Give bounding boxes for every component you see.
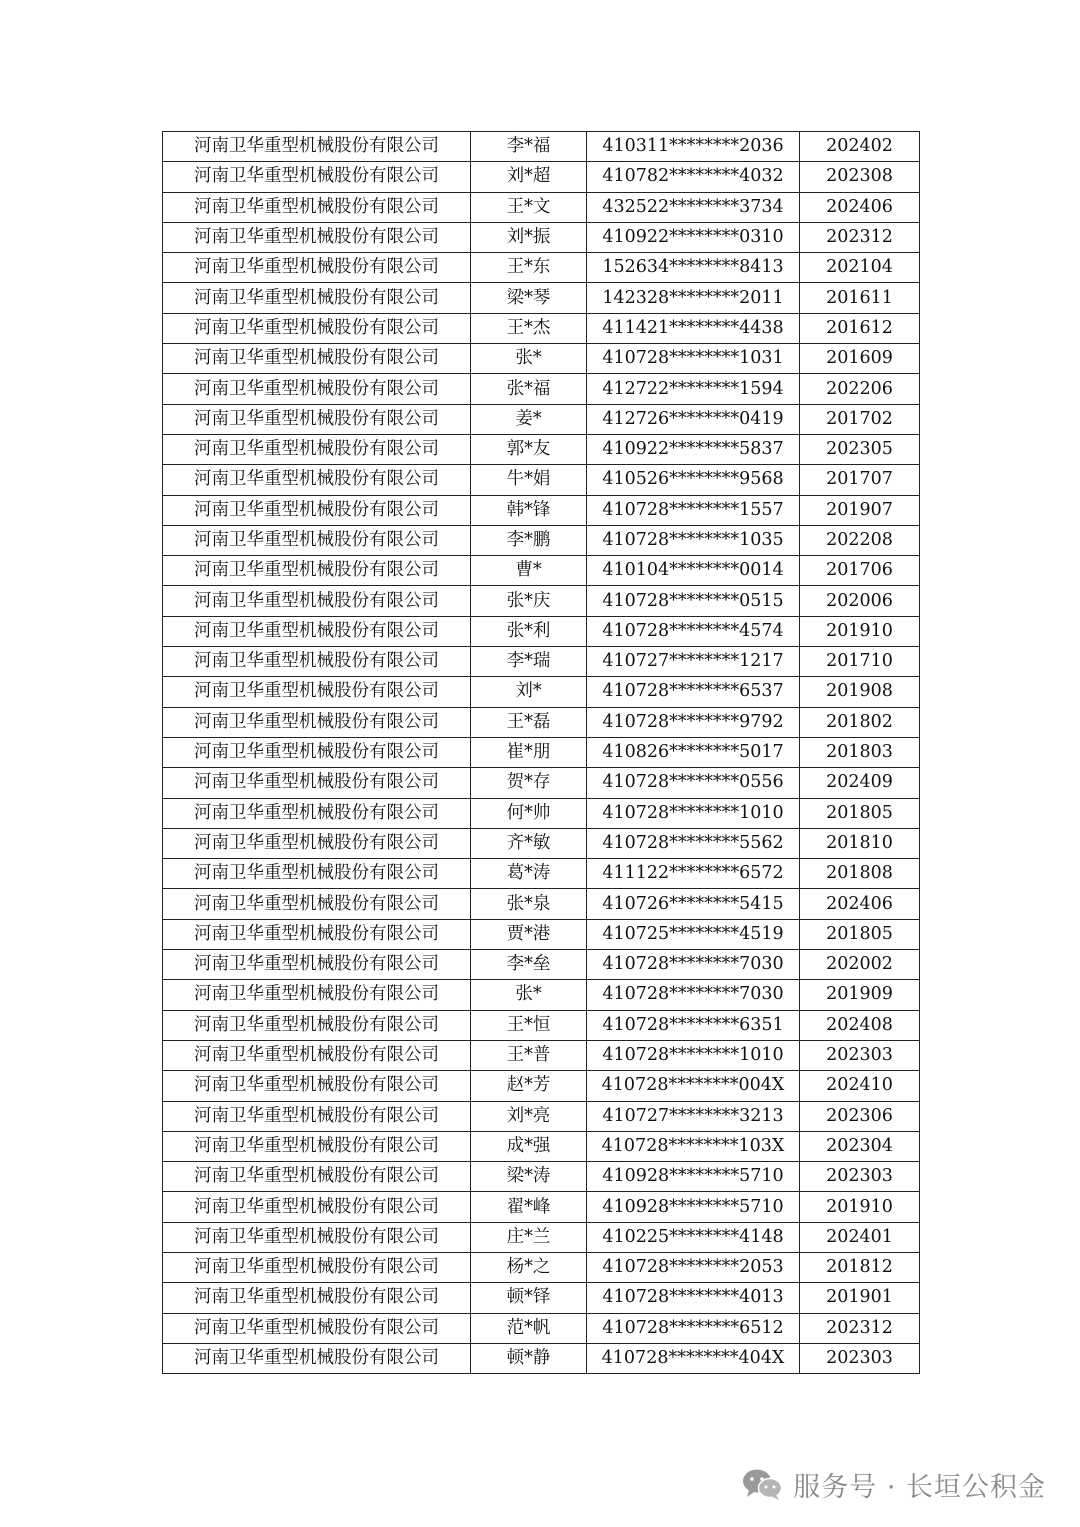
month-cell: 202006 — [800, 586, 920, 616]
table-row — [163, 586, 920, 616]
company-cell: 河南卫华重型机械股份有限公司 — [163, 1101, 471, 1131]
name-cell: 姜* — [471, 404, 587, 434]
table-row — [163, 1040, 920, 1070]
table-row — [163, 1283, 920, 1313]
month-cell: 202312 — [800, 222, 920, 252]
id-number-cell: 411122********6572 — [587, 859, 800, 889]
id-number-cell: 410728********7030 — [587, 950, 800, 980]
company-cell: 河南卫华重型机械股份有限公司 — [163, 313, 471, 343]
company-cell: 河南卫华重型机械股份有限公司 — [163, 132, 471, 162]
name-cell: 王*磊 — [471, 707, 587, 737]
id-number-cell: 152634********8413 — [587, 253, 800, 283]
table-row — [163, 162, 920, 192]
id-number-cell: 410922********5837 — [587, 434, 800, 464]
month-cell: 201805 — [800, 798, 920, 828]
company-cell: 河南卫华重型机械股份有限公司 — [163, 222, 471, 252]
id-number-cell: 410727********3213 — [587, 1101, 800, 1131]
month-cell: 202408 — [800, 1010, 920, 1040]
company-cell: 河南卫华重型机械股份有限公司 — [163, 374, 471, 404]
table-row — [163, 828, 920, 858]
month-cell: 201909 — [800, 980, 920, 1010]
table-row — [163, 1162, 920, 1192]
company-cell: 河南卫华重型机械股份有限公司 — [163, 919, 471, 949]
company-cell: 河南卫华重型机械股份有限公司 — [163, 1131, 471, 1161]
month-cell: 201609 — [800, 344, 920, 374]
month-cell: 202406 — [800, 889, 920, 919]
name-cell: 梁*涛 — [471, 1162, 587, 1192]
id-number-cell: 410728********4013 — [587, 1283, 800, 1313]
name-cell: 成*强 — [471, 1131, 587, 1161]
month-cell: 201611 — [800, 283, 920, 313]
id-number-cell: 410728********9792 — [587, 707, 800, 737]
month-cell: 202306 — [800, 1101, 920, 1131]
month-cell: 202308 — [800, 162, 920, 192]
company-cell: 河南卫华重型机械股份有限公司 — [163, 465, 471, 495]
id-number-cell: 412726********0419 — [587, 404, 800, 434]
name-cell: 赵*芳 — [471, 1071, 587, 1101]
company-cell: 河南卫华重型机械股份有限公司 — [163, 192, 471, 222]
id-number-cell: 410826********5017 — [587, 737, 800, 767]
name-cell: 顿*静 — [471, 1343, 587, 1373]
month-cell: 202409 — [800, 768, 920, 798]
company-cell: 河南卫华重型机械股份有限公司 — [163, 1071, 471, 1101]
id-number-cell: 410727********1217 — [587, 647, 800, 677]
table-row — [163, 1131, 920, 1161]
table-row — [163, 768, 920, 798]
company-cell: 河南卫华重型机械股份有限公司 — [163, 1010, 471, 1040]
month-cell: 201612 — [800, 313, 920, 343]
company-cell: 河南卫华重型机械股份有限公司 — [163, 707, 471, 737]
month-cell: 202206 — [800, 374, 920, 404]
month-cell: 202104 — [800, 253, 920, 283]
table-row — [163, 465, 920, 495]
name-cell: 齐*敏 — [471, 828, 587, 858]
month-cell: 202402 — [800, 132, 920, 162]
table-row — [163, 374, 920, 404]
watermark — [741, 1462, 1046, 1506]
name-cell: 牛*娟 — [471, 465, 587, 495]
table-row — [163, 707, 920, 737]
id-number-cell: 410728********4574 — [587, 616, 800, 646]
table-row — [163, 283, 920, 313]
month-cell: 201802 — [800, 707, 920, 737]
id-number-cell: 410728********404X — [587, 1343, 800, 1373]
month-cell: 201706 — [800, 556, 920, 586]
month-cell: 201710 — [800, 647, 920, 677]
table-row — [163, 556, 920, 586]
month-cell: 202305 — [800, 434, 920, 464]
name-cell: 李*福 — [471, 132, 587, 162]
company-cell: 河南卫华重型机械股份有限公司 — [163, 616, 471, 646]
company-cell: 河南卫华重型机械股份有限公司 — [163, 859, 471, 889]
month-cell: 202410 — [800, 1071, 920, 1101]
name-cell: 张*利 — [471, 616, 587, 646]
id-number-cell: 410728********6537 — [587, 677, 800, 707]
name-cell: 张* — [471, 980, 587, 1010]
table-row — [163, 1192, 920, 1222]
company-cell: 河南卫华重型机械股份有限公司 — [163, 1283, 471, 1313]
company-cell: 河南卫华重型机械股份有限公司 — [163, 1222, 471, 1252]
name-cell: 何*帅 — [471, 798, 587, 828]
name-cell: 李*鹏 — [471, 525, 587, 555]
month-cell: 202303 — [800, 1040, 920, 1070]
table-row — [163, 1222, 920, 1252]
id-number-cell: 410526********9568 — [587, 465, 800, 495]
table-row — [163, 919, 920, 949]
table-row — [163, 253, 920, 283]
company-cell: 河南卫华重型机械股份有限公司 — [163, 737, 471, 767]
name-cell: 王*杰 — [471, 313, 587, 343]
month-cell: 202401 — [800, 1222, 920, 1252]
table-row — [163, 222, 920, 252]
company-cell: 河南卫华重型机械股份有限公司 — [163, 1040, 471, 1070]
month-cell: 201702 — [800, 404, 920, 434]
month-cell: 202312 — [800, 1313, 920, 1343]
month-cell: 202303 — [800, 1162, 920, 1192]
table-row — [163, 495, 920, 525]
table-row — [163, 404, 920, 434]
company-cell: 河南卫华重型机械股份有限公司 — [163, 556, 471, 586]
company-cell: 河南卫华重型机械股份有限公司 — [163, 586, 471, 616]
id-number-cell: 410728********7030 — [587, 980, 800, 1010]
company-cell: 河南卫华重型机械股份有限公司 — [163, 1313, 471, 1343]
name-cell: 贺*存 — [471, 768, 587, 798]
name-cell: 梁*琴 — [471, 283, 587, 313]
name-cell: 张* — [471, 344, 587, 374]
month-cell: 201910 — [800, 1192, 920, 1222]
id-number-cell: 412722********1594 — [587, 374, 800, 404]
name-cell: 王*恒 — [471, 1010, 587, 1040]
name-cell: 李*瑞 — [471, 647, 587, 677]
name-cell: 崔*朋 — [471, 737, 587, 767]
name-cell: 张*庆 — [471, 586, 587, 616]
table-row — [163, 980, 920, 1010]
id-number-cell: 410728********0556 — [587, 768, 800, 798]
table-row — [163, 1101, 920, 1131]
table-row — [163, 737, 920, 767]
id-number-cell: 410928********5710 — [587, 1192, 800, 1222]
id-number-cell: 410728********1557 — [587, 495, 800, 525]
name-cell: 张*泉 — [471, 889, 587, 919]
name-cell: 杨*之 — [471, 1252, 587, 1282]
month-cell: 201707 — [800, 465, 920, 495]
company-cell: 河南卫华重型机械股份有限公司 — [163, 950, 471, 980]
watermark-text: 服务号 · 长垣公积金 — [793, 1471, 1046, 1503]
id-number-cell: 411421********4438 — [587, 313, 800, 343]
company-cell: 河南卫华重型机械股份有限公司 — [163, 253, 471, 283]
table-row — [163, 192, 920, 222]
month-cell: 201808 — [800, 859, 920, 889]
name-cell: 刘* — [471, 677, 587, 707]
company-cell: 河南卫华重型机械股份有限公司 — [163, 434, 471, 464]
company-cell: 河南卫华重型机械股份有限公司 — [163, 798, 471, 828]
company-cell: 河南卫华重型机械股份有限公司 — [163, 1252, 471, 1282]
company-cell: 河南卫华重型机械股份有限公司 — [163, 1192, 471, 1222]
name-cell: 韩*锋 — [471, 495, 587, 525]
month-cell: 202208 — [800, 525, 920, 555]
name-cell: 刘*超 — [471, 162, 587, 192]
month-cell: 202304 — [800, 1131, 920, 1161]
name-cell: 翟*峰 — [471, 1192, 587, 1222]
name-cell: 刘*振 — [471, 222, 587, 252]
month-cell: 202303 — [800, 1343, 920, 1373]
name-cell: 庄*兰 — [471, 1222, 587, 1252]
table-row — [163, 889, 920, 919]
name-cell: 王*东 — [471, 253, 587, 283]
id-number-cell: 410725********4519 — [587, 919, 800, 949]
month-cell: 201805 — [800, 919, 920, 949]
month-cell: 201812 — [800, 1252, 920, 1282]
id-number-cell: 410726********5415 — [587, 889, 800, 919]
company-cell: 河南卫华重型机械股份有限公司 — [163, 647, 471, 677]
name-cell: 王*文 — [471, 192, 587, 222]
company-cell: 河南卫华重型机械股份有限公司 — [163, 404, 471, 434]
name-cell: 顿*铎 — [471, 1283, 587, 1313]
id-number-cell: 410728********103X — [587, 1131, 800, 1161]
name-cell: 张*福 — [471, 374, 587, 404]
id-number-cell: 410225********4148 — [587, 1222, 800, 1252]
wechat-icon — [741, 1467, 783, 1501]
company-cell: 河南卫华重型机械股份有限公司 — [163, 828, 471, 858]
id-number-cell: 410104********0014 — [587, 556, 800, 586]
name-cell: 范*帆 — [471, 1313, 587, 1343]
name-cell: 贾*港 — [471, 919, 587, 949]
id-number-cell: 410728********004X — [587, 1071, 800, 1101]
table-row — [163, 950, 920, 980]
table-row — [163, 1071, 920, 1101]
id-number-cell: 432522********3734 — [587, 192, 800, 222]
roster-table-body — [163, 132, 920, 1374]
table-row — [163, 525, 920, 555]
month-cell: 201803 — [800, 737, 920, 767]
id-number-cell: 410728********1031 — [587, 344, 800, 374]
name-cell: 李*垒 — [471, 950, 587, 980]
id-number-cell: 410728********0515 — [587, 586, 800, 616]
company-cell: 河南卫华重型机械股份有限公司 — [163, 677, 471, 707]
id-number-cell: 410922********0310 — [587, 222, 800, 252]
table-row — [163, 859, 920, 889]
id-number-cell: 410728********1010 — [587, 798, 800, 828]
table-row — [163, 677, 920, 707]
company-cell: 河南卫华重型机械股份有限公司 — [163, 162, 471, 192]
month-cell: 201901 — [800, 1283, 920, 1313]
month-cell: 201908 — [800, 677, 920, 707]
table-row — [163, 434, 920, 464]
name-cell: 刘*亮 — [471, 1101, 587, 1131]
table-row — [163, 616, 920, 646]
id-number-cell: 410928********5710 — [587, 1162, 800, 1192]
company-cell: 河南卫华重型机械股份有限公司 — [163, 495, 471, 525]
id-number-cell: 410728********1010 — [587, 1040, 800, 1070]
company-cell: 河南卫华重型机械股份有限公司 — [163, 283, 471, 313]
company-cell: 河南卫华重型机械股份有限公司 — [163, 344, 471, 374]
table-row — [163, 1252, 920, 1282]
name-cell: 王*普 — [471, 1040, 587, 1070]
id-number-cell: 410728********2053 — [587, 1252, 800, 1282]
id-number-cell: 142328********2011 — [587, 283, 800, 313]
company-cell: 河南卫华重型机械股份有限公司 — [163, 768, 471, 798]
id-number-cell: 410728********6512 — [587, 1313, 800, 1343]
id-number-cell: 410728********6351 — [587, 1010, 800, 1040]
month-cell: 201810 — [800, 828, 920, 858]
month-cell: 202406 — [800, 192, 920, 222]
month-cell: 201907 — [800, 495, 920, 525]
company-cell: 河南卫华重型机械股份有限公司 — [163, 980, 471, 1010]
table-row — [163, 313, 920, 343]
table-row — [163, 798, 920, 828]
id-number-cell: 410311********2036 — [587, 132, 800, 162]
id-number-cell: 410782********4032 — [587, 162, 800, 192]
table-row — [163, 132, 920, 162]
name-cell: 郭*友 — [471, 434, 587, 464]
month-cell: 201910 — [800, 616, 920, 646]
id-number-cell: 410728********1035 — [587, 525, 800, 555]
roster-table — [162, 131, 920, 1374]
name-cell: 葛*涛 — [471, 859, 587, 889]
company-cell: 河南卫华重型机械股份有限公司 — [163, 1162, 471, 1192]
table-row — [163, 1343, 920, 1373]
id-number-cell: 410728********5562 — [587, 828, 800, 858]
table-row — [163, 1010, 920, 1040]
table-row — [163, 1313, 920, 1343]
table-row — [163, 647, 920, 677]
company-cell: 河南卫华重型机械股份有限公司 — [163, 1343, 471, 1373]
table-row — [163, 344, 920, 374]
company-cell: 河南卫华重型机械股份有限公司 — [163, 525, 471, 555]
company-cell: 河南卫华重型机械股份有限公司 — [163, 889, 471, 919]
month-cell: 202002 — [800, 950, 920, 980]
name-cell: 曹* — [471, 556, 587, 586]
